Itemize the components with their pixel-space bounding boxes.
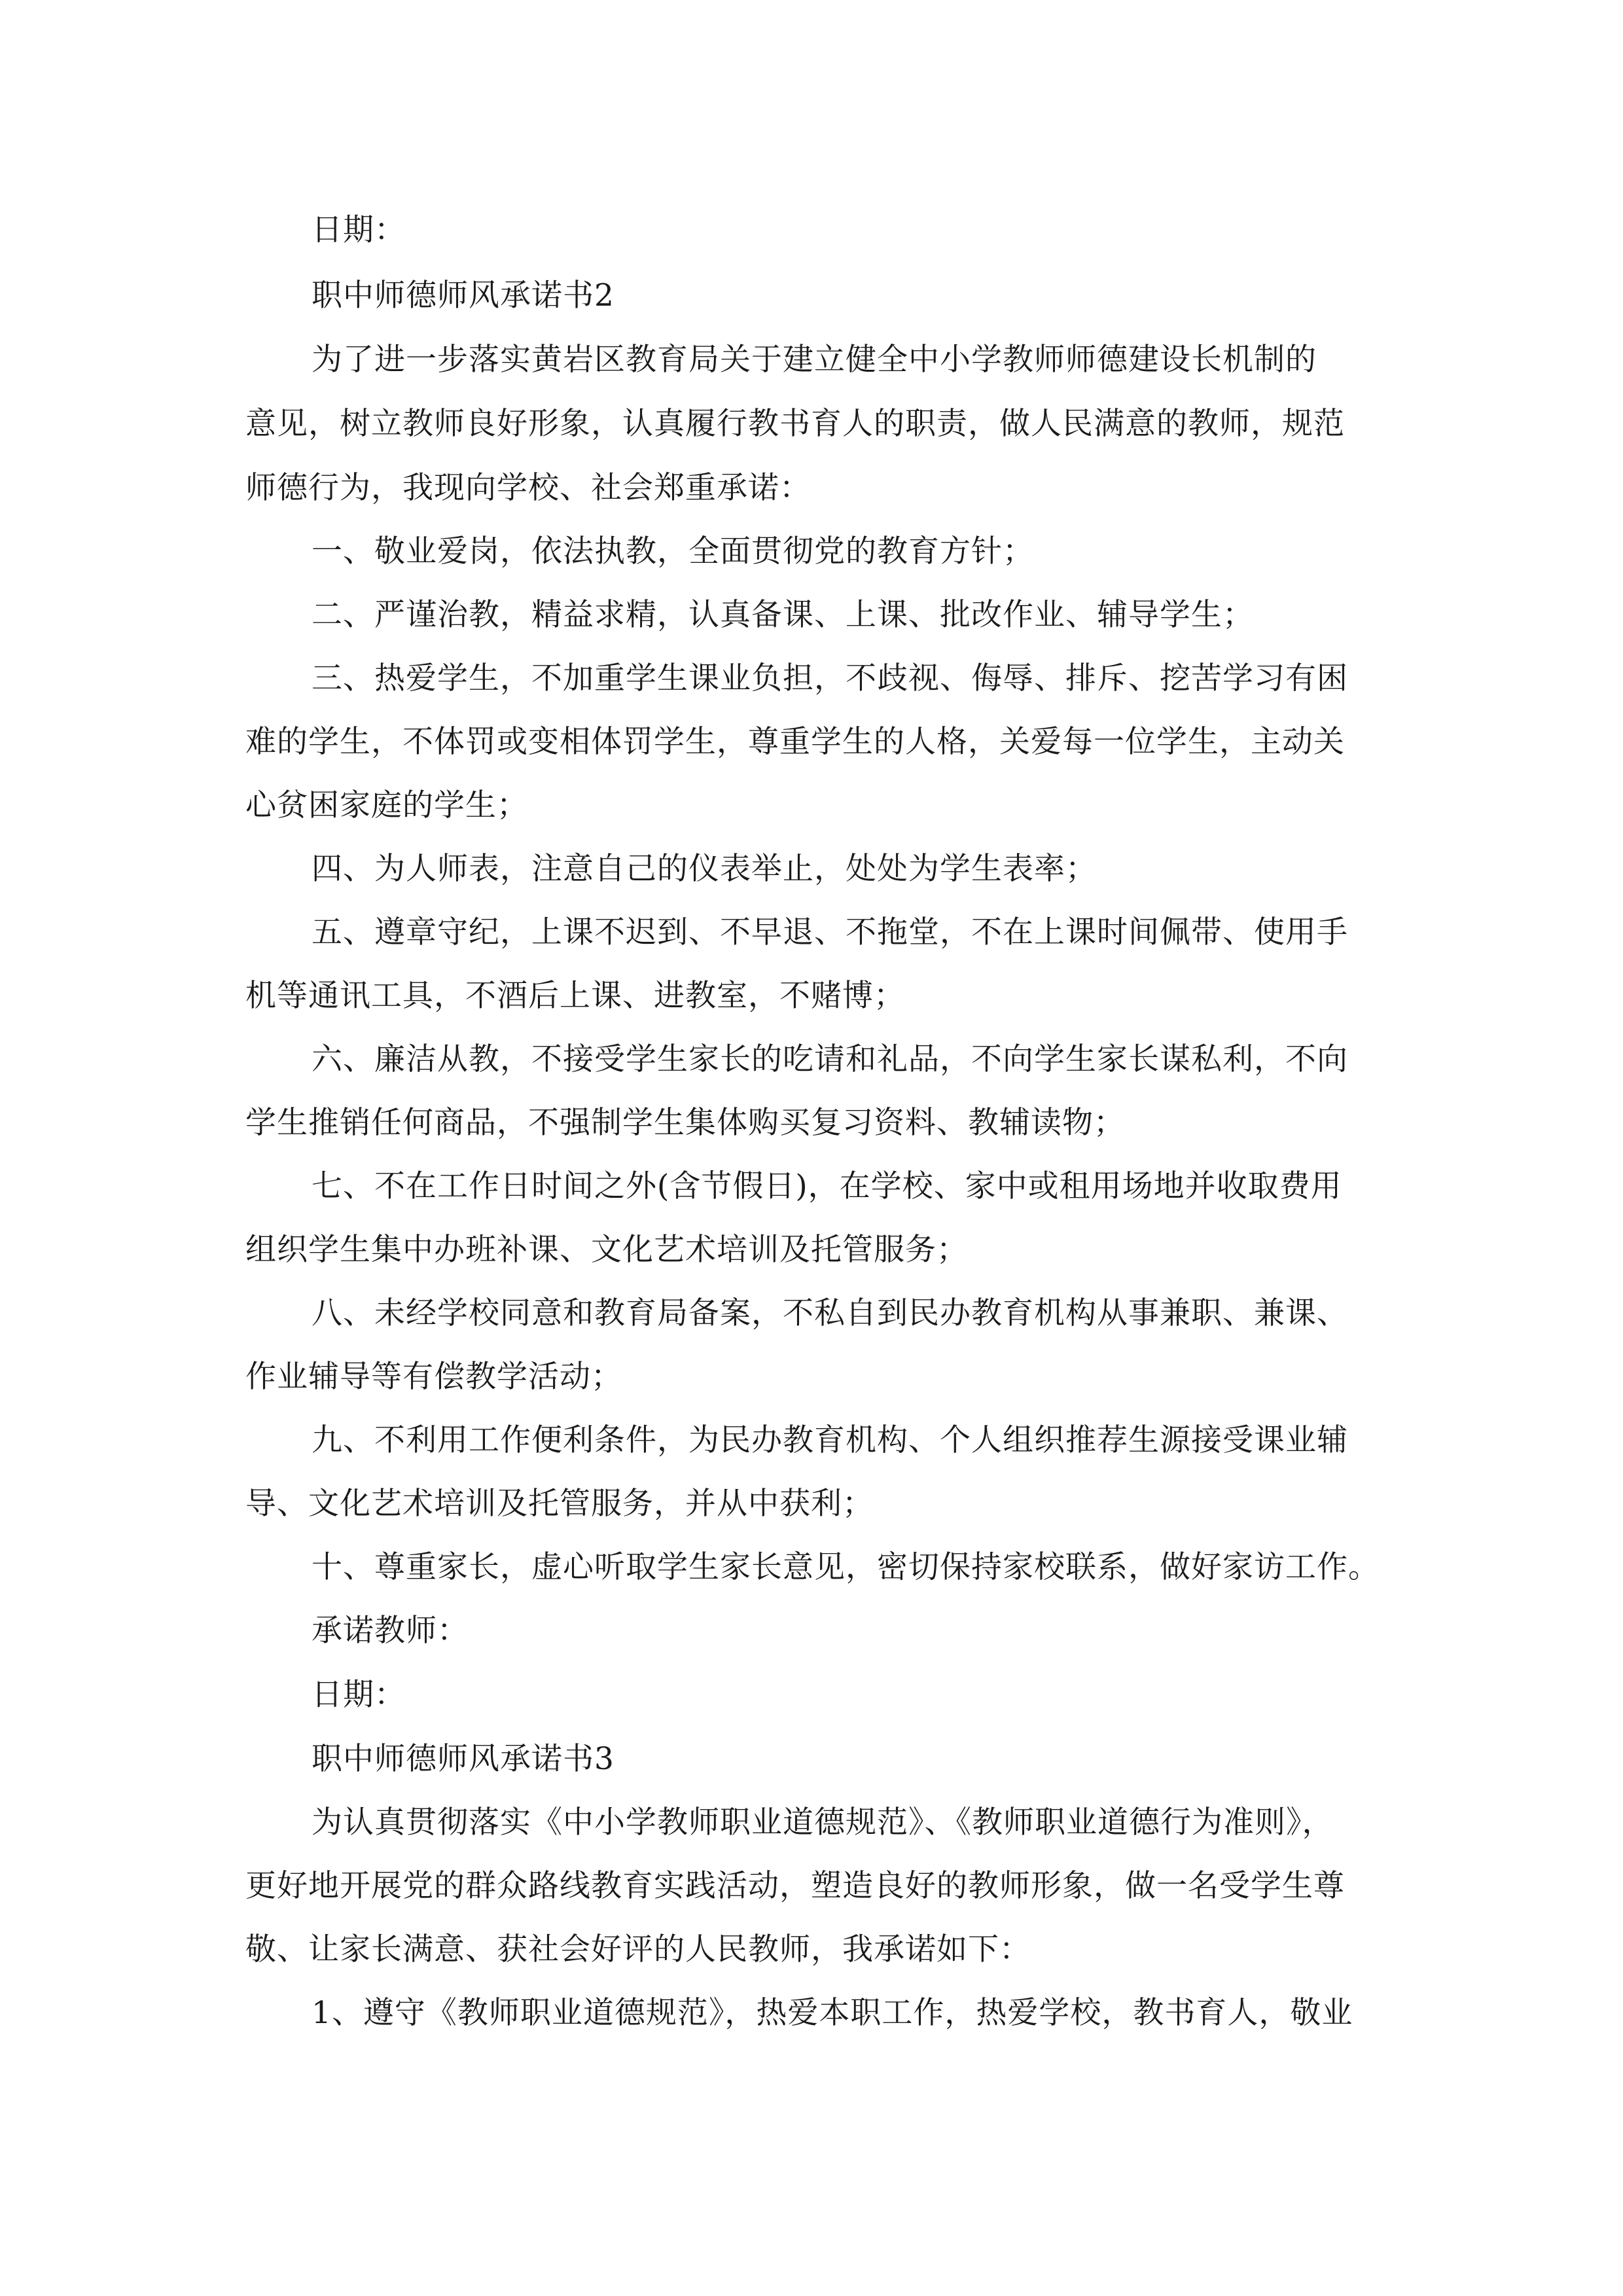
pledge-item-5: 五、遵章守纪，上课不迟到、不早退、不拖堂，不在上课时间佩带、使用手 [312, 914, 1348, 950]
paragraph-line: 学生推销任何商品，不强制学生集体购买复习资料、教辅读物； [245, 1105, 1125, 1141]
paragraph-line: 心贫困家庭的学生； [245, 787, 528, 823]
pledge-item-2: 二、严谨治教，精益求精，认真备课、上课、批改作业、辅导学生； [312, 597, 1254, 633]
section-title-3: 职中师德师风承诺书3 [312, 1741, 615, 1777]
section-title-2: 职中师德师风承诺书2 [312, 278, 615, 314]
pledge-item-8: 八、未经学校同意和教育局备案，不私自到民办教育机构从事兼职、兼课、 [312, 1295, 1348, 1331]
pledge-item-3: 三、热爱学生，不加重学生课业负担，不歧视、侮辱、排斥、挖苦学习有困 [312, 660, 1348, 696]
pledge-item-1: 一、敬业爱岗，依法执教，全面贯彻党的教育方针； [312, 533, 1034, 569]
paragraph-line: 作业辅导等有偿教学活动； [245, 1359, 622, 1395]
signer-label: 承诺教师： [312, 1613, 469, 1649]
pledge-item-10: 十、尊重家长，虚心听取学生家长意见，密切保持家校联系，做好家访工作。 [312, 1549, 1380, 1585]
date-label-2: 日期： [312, 1677, 406, 1713]
paragraph-line: 机等通讯工具，不酒后上课、进教室，不赌博； [245, 978, 905, 1014]
pledge-item-4: 四、为人师表，注意自己的仪表举止，处处为学生表率； [312, 851, 1097, 887]
pledge-item-9: 九、不利用工作便利条件，为民办教育机构、个人组织推荐生源接受课业辅 [312, 1422, 1348, 1458]
paragraph-line: 为认真贯彻落实《中小学教师职业道德规范》、《教师职业道德行为准则》， [312, 1804, 1334, 1840]
pledge-item-6: 六、廉洁从教，不接受学生家长的吃请和礼品，不向学生家长谋私利，不向 [312, 1041, 1348, 1077]
paragraph-line: 导、文化艺术培训及托管服务，并从中获利； [245, 1486, 874, 1522]
pledge-item-7: 七、不在工作日时间之外(含节假日)，在学校、家中或租用场地并收取费用 [312, 1168, 1342, 1204]
paragraph-line: 敬、让家长满意、获社会好评的人民教师，我承诺如下： [245, 1931, 1031, 1967]
paragraph-line: 为了进一步落实黄岩区教育局关于建立健全中小学教师师德建设长机制的 [312, 342, 1317, 378]
paragraph-line: 意见，树立教师良好形象，认真履行教书育人的职责，做人民满意的教师，规范 [245, 406, 1345, 442]
numbered-item-1: 1、遵守《教师职业道德规范》，热爱本职工作，热爱学校，教书育人，敬业 [312, 1995, 1353, 2031]
paragraph-line: 更好地开展党的群众路线教育实践活动，塑造良好的教师形象，做一名受学生尊 [245, 1868, 1345, 1904]
paragraph-line: 师德行为，我现向学校、社会郑重承诺： [245, 470, 811, 506]
paragraph-line: 难的学生，不体罚或变相体罚学生，尊重学生的人格，关爱每一位学生，主动关 [245, 724, 1345, 760]
date-label-1: 日期： [312, 212, 406, 248]
paragraph-line: 组织学生集中办班补课、文化艺术培训及托管服务； [245, 1232, 968, 1268]
